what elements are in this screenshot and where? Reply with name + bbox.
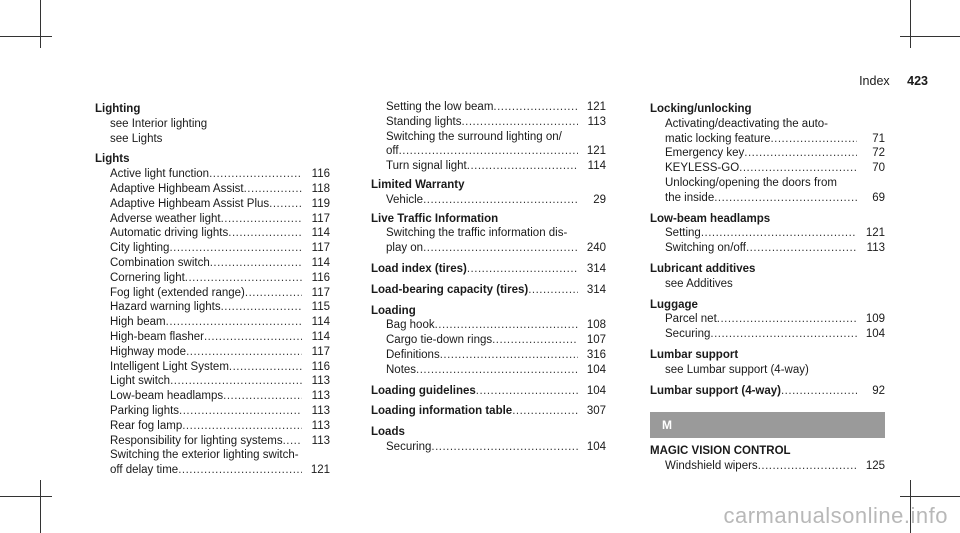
crop-mark <box>900 496 960 497</box>
index-entry[interactable]: Load-bearing capacity (tires) ..... 314 <box>371 283 606 298</box>
index-entry[interactable]: Loading guidelines ..... 104 <box>371 384 606 399</box>
entry-heading: Low-beam headlamps <box>650 212 771 225</box>
index-column-2 <box>371 100 606 455</box>
entry-heading: Locking/unlocking <box>650 103 752 115</box>
index-entry[interactable]: Notes ..... 104 <box>371 363 606 378</box>
index-entry[interactable]: Rear fog lamp ..... 113 <box>95 419 330 434</box>
index-entry[interactable]: Highway mode ..... 117 <box>95 345 330 360</box>
index-entry[interactable]: Vehicle ..... 29 <box>371 193 606 208</box>
index-entry[interactable]: Lumbar support (4-way) ..... 92 <box>650 384 885 399</box>
index-entry[interactable]: Adaptive Highbeam Assist ..... 118 <box>95 182 330 197</box>
crop-mark <box>40 0 41 48</box>
index-entry[interactable]: Turn signal light ..... 114 <box>371 159 606 174</box>
index-entry[interactable]: Setting the low beam ..... 121 <box>371 100 606 115</box>
index-entry[interactable]: Cargo tie-down rings ..... 107 <box>371 333 606 348</box>
index-entry[interactable]: Bag hook ..... 108 <box>371 318 606 333</box>
index-entry[interactable]: Windshield wipers ..... 125 <box>650 459 885 474</box>
index-entry[interactable]: play on ..... 240 <box>371 241 606 256</box>
entry-heading: Lights <box>95 153 130 166</box>
crop-mark <box>910 0 911 48</box>
index-entry[interactable]: Setting ..... 121 <box>650 226 885 241</box>
index-entry[interactable]: off delay time ..... 121 <box>95 463 330 478</box>
index-entry[interactable]: Switching on/off ..... 113 <box>650 241 885 256</box>
index-entry[interactable]: Loading information table ..... 307 <box>371 404 606 419</box>
entry-heading: Lighting <box>95 103 141 115</box>
index-entry[interactable]: the inside ..... 69 <box>650 191 885 206</box>
entry-heading: Luggage <box>650 298 698 311</box>
index-entry[interactable]: Parking lights ..... 113 <box>95 404 330 419</box>
see-reference: see Lights <box>110 132 163 145</box>
index-column-3 <box>650 100 885 474</box>
entry-heading: Loading <box>371 304 416 317</box>
index-entry[interactable]: Fog light (extended range) ..... 117 <box>95 286 330 301</box>
index-entry[interactable]: Load index (tires) ..... 314 <box>371 262 606 277</box>
page-number: 423 <box>907 74 928 88</box>
index-entry-line: Switching the surround lighting on/ <box>386 130 562 143</box>
index-entry[interactable]: City lighting ..... 117 <box>95 241 330 256</box>
entry-heading: Limited Warranty <box>371 178 465 191</box>
crop-mark <box>900 36 960 37</box>
index-entry[interactable]: Securing ..... 104 <box>650 327 885 342</box>
entry-heading: Loads <box>371 426 405 439</box>
index-column-1 <box>95 100 330 478</box>
letter-section-bar: M <box>650 412 885 438</box>
index-entry[interactable]: off ..... 121 <box>371 144 606 159</box>
index-entry[interactable]: KEYLESS-GO ..... 70 <box>650 161 885 176</box>
index-entry[interactable]: Automatic driving lights ..... 114 <box>95 226 330 241</box>
index-entry[interactable]: Responsibility for lighting systems ..... 113 <box>95 434 330 449</box>
index-entry[interactable]: Adaptive Highbeam Assist Plus ..... 119 <box>95 197 330 212</box>
see-reference: see Lumbar support (4-way) <box>665 363 809 376</box>
index-entry[interactable]: Active light function ..... 116 <box>95 167 330 182</box>
index-label: Index <box>859 74 890 88</box>
crop-mark <box>0 496 52 497</box>
index-entry[interactable]: Parcel net ..... 109 <box>650 312 885 327</box>
index-entry[interactable]: High-beam flasher ..... 114 <box>95 330 330 345</box>
page-header <box>859 74 928 88</box>
entry-heading: Lumbar support <box>650 348 739 361</box>
index-entry[interactable]: Low-beam headlamps ..... 113 <box>95 389 330 404</box>
index-entry[interactable]: Hazard warning lights ..... 115 <box>95 300 330 315</box>
index-entry[interactable]: Emergency key ..... 72 <box>650 146 885 161</box>
see-reference: see Additives <box>665 277 733 290</box>
index-entry-line: Unlocking/opening the doors from <box>665 176 837 189</box>
index-entry[interactable]: Standing lights ..... 113 <box>371 115 606 130</box>
entry-heading: MAGIC VISION CONTROL <box>650 445 791 458</box>
watermark: carmanualsonline.info <box>723 503 948 528</box>
index-entry[interactable]: Adverse weather light ..... 117 <box>95 212 330 227</box>
index-entry[interactable]: Light switch ..... 113 <box>95 374 330 389</box>
index-entry-line: Switching the exterior lighting switch- <box>110 449 299 462</box>
index-entry-line: Activating/deactivating the auto- <box>665 117 829 130</box>
index-entry[interactable]: Combination switch ..... 114 <box>95 256 330 271</box>
lights-list <box>95 167 330 478</box>
entry-heading: Live Traffic Information <box>371 212 499 225</box>
index-entry[interactable]: Cornering light ..... 116 <box>95 271 330 286</box>
index-entry[interactable]: Definitions ..... 316 <box>371 348 606 363</box>
crop-mark <box>0 36 52 37</box>
index-entry-line: Switching the traffic information dis- <box>386 227 568 240</box>
see-reference: see Interior lighting <box>110 117 208 130</box>
index-entry[interactable]: matic locking feature ..... 71 <box>650 132 885 147</box>
index-entry[interactable]: Securing ..... 104 <box>371 440 606 455</box>
crop-mark <box>40 480 41 533</box>
entry-heading: Lubricant additives <box>650 262 756 275</box>
index-entry[interactable]: Intelligent Light System ..... 116 <box>95 360 330 375</box>
index-entry[interactable]: High beam ..... 114 <box>95 315 330 330</box>
